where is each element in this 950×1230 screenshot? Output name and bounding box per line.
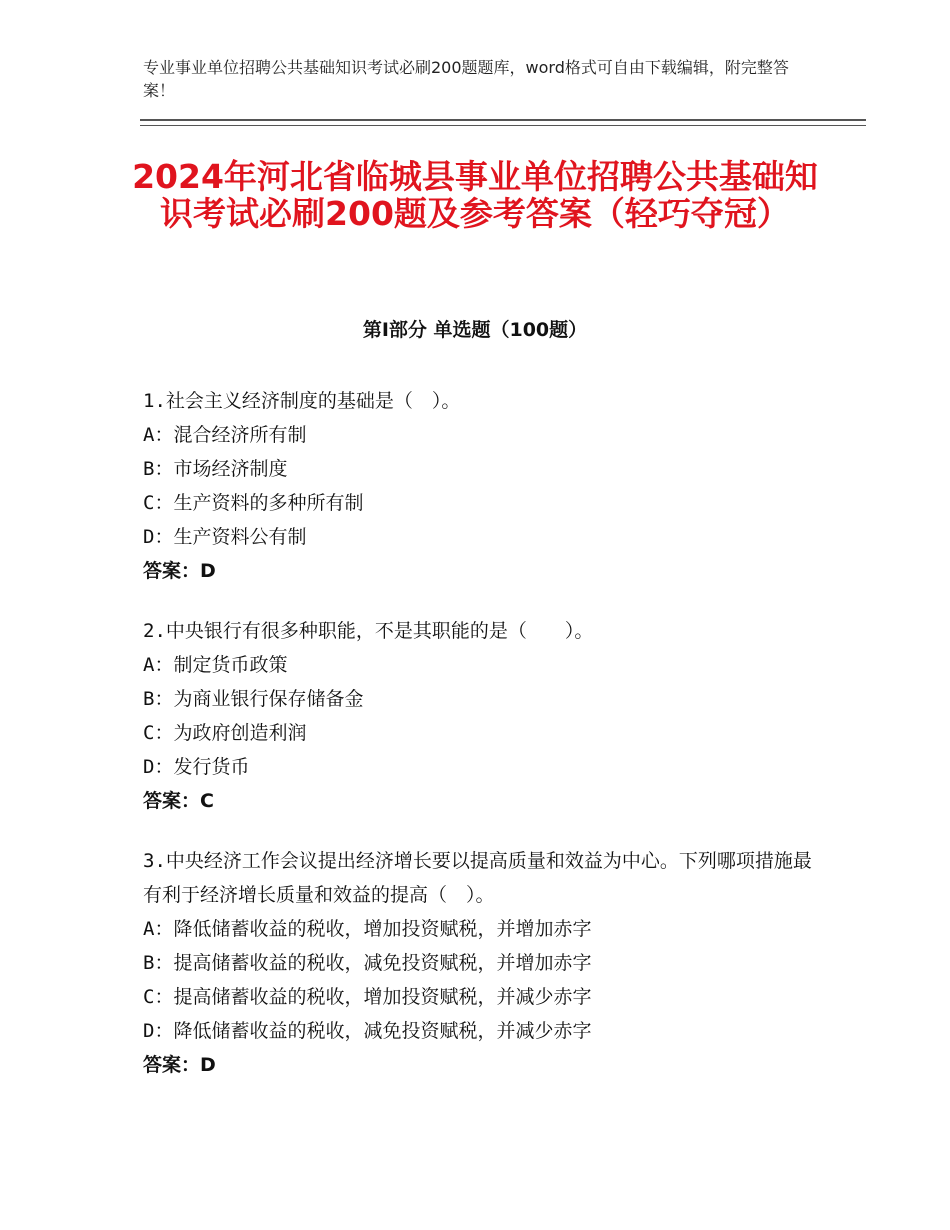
option-c: C：提高储蓄收益的税收，增加投资赋税，并减少赤字 bbox=[143, 986, 592, 1008]
header-divider bbox=[140, 119, 866, 126]
question-2 bbox=[143, 614, 813, 818]
option-a: A：降低储蓄收益的税收，增加投资赋税，并增加赤字 bbox=[143, 918, 592, 940]
header-note: 专业事业单位招聘公共基础知识考试必刷200题题库，word格式可自由下载编辑，附完整答案！ bbox=[143, 58, 789, 100]
option-b: B：提高储蓄收益的税收，减免投资赋税，并增加赤字 bbox=[143, 952, 592, 974]
question-3 bbox=[143, 844, 813, 1082]
question-stem: 1.社会主义经济制度的基础是（ ）。 bbox=[143, 390, 461, 412]
option-d: D：生产资料公有制 bbox=[143, 526, 307, 548]
option-b: B：市场经济制度 bbox=[143, 458, 288, 480]
option-b: B：为商业银行保存储备金 bbox=[143, 688, 364, 710]
option-c: C：生产资料的多种所有制 bbox=[143, 492, 364, 514]
option-d: D：发行货币 bbox=[143, 756, 250, 778]
option-d: D：降低储蓄收益的税收，减免投资赋税，并减少赤字 bbox=[143, 1020, 592, 1042]
option-a: A：混合经济所有制 bbox=[143, 424, 307, 446]
answer-line: 答案：D bbox=[143, 1054, 216, 1076]
question-stem: 3.中央经济工作会议提出经济增长要以提高质量和效益为中心。下列哪项措施最有利于经济增长质量和效益的提高（ ）。 bbox=[143, 850, 812, 906]
question-1 bbox=[143, 384, 813, 588]
document-title: 2024年河北省临城县事业单位招聘公共基础知识考试必刷200题及参考答案（轻巧夺冠） bbox=[132, 157, 818, 233]
option-a: A：制定货币政策 bbox=[143, 654, 288, 676]
option-c: C：为政府创造利润 bbox=[143, 722, 307, 744]
answer-line: 答案：D bbox=[143, 560, 216, 582]
answer-line: 答案：C bbox=[143, 790, 214, 812]
question-list bbox=[143, 384, 813, 1108]
question-stem: 2.中央银行有很多种职能，不是其职能的是（ ）。 bbox=[143, 620, 594, 642]
section-heading: 第Ⅰ部分 单选题（100题） bbox=[362, 319, 588, 341]
